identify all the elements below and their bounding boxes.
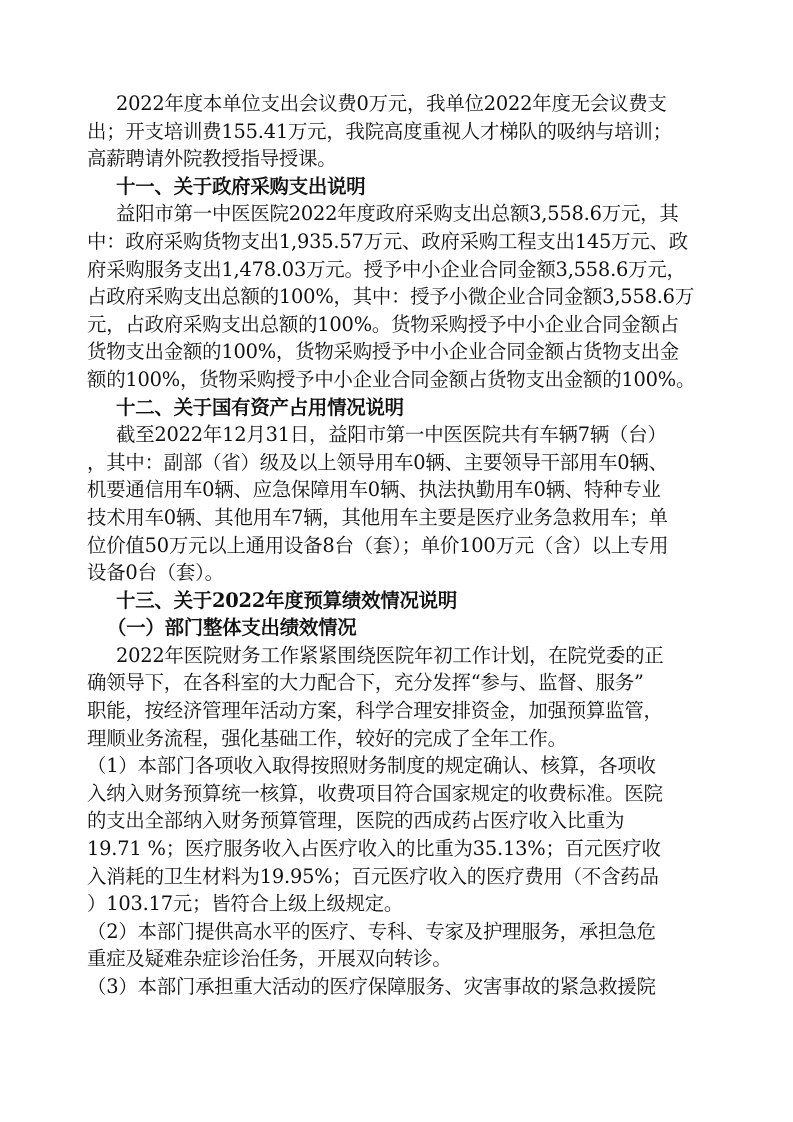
text-line: 2022年医院财务工作紧紧围绕医院年初工作计划，在院党委的正	[116, 643, 664, 667]
text-line: 2022年度本单位支出会议费0万元，我单位2022年度无会议费支	[116, 92, 667, 115]
text-line: 府采购服务支出1,478.03万元。授予中小企业合同金额3,558.6万元，	[87, 257, 686, 281]
text-line: ）103.17元；皆符合上级上级规定。	[87, 892, 404, 916]
text-line: 截至2022年12月31日，益阳市第一中医医院共有车辆7辆（台）	[116, 423, 667, 447]
text-line: 入纳入财务预算统一核算，收费项目符合国家规定的收费标准。医院	[87, 781, 663, 805]
text-line: 入消耗的卫生材料为19.95%；百元医疗收入的医疗费用（不含药品	[87, 864, 659, 888]
text-line: 职能，按经济管理年活动方案，科学合理安排资金，加强预算监管，	[87, 699, 663, 723]
text-line: 货物支出金额的100%，货物采购授予中小企业合同金额占货物支出金	[87, 340, 679, 364]
text-line: 的支出全部纳入财务预算管理，医院的西成药占医疗收入比重为	[87, 809, 625, 833]
section-heading: 十二、关于国有资产占用情况说明	[116, 395, 404, 419]
section-heading: 十三、关于2022年度预算绩效情况说明	[116, 588, 458, 612]
text-line: 技术用车0辆、其他用车7辆，其他用车主要是医疗业务急救用车；单	[87, 505, 668, 529]
text-line: （1）本部门各项收入取得按照财务制度的规定确认、核算，各项收	[87, 754, 656, 778]
text-line: 19.71 %；医疗服务收入占医疗收入的比重为35.13%；百元医疗收	[87, 837, 661, 861]
text-line: ，其中：副部（省）级及以上领导用车0辆、主要领导干部用车0辆、	[87, 450, 668, 474]
text-line: 高薪聘请外院教授指导授课。	[87, 147, 337, 171]
text-line: （3）本部门承担重大活动的医疗保障服务、灾害事故的紧急救援院	[87, 975, 656, 998]
text-line: 额的100%，货物采购授予中小企业合同金额占货物支出金额的100%。	[87, 367, 696, 391]
text-line: （2）本部门提供高水平的医疗、专科、专家及护理服务，承担急危	[87, 919, 656, 943]
text-line: 设备0台（套）。	[87, 561, 224, 585]
document-page	[87, 90, 727, 1001]
text-line: 益阳市第一中医医院2022年度政府采购支出总额3,558.6万元，其	[116, 202, 679, 226]
text-line: 中：政府采购货物支出1,935.57万元、政府采购工程支出145万元、政	[87, 229, 688, 253]
text-line: 位价值50万元以上通用设备8台（套）；单价100万元（含）以上专用	[87, 533, 669, 557]
section-heading: 十一、关于政府采购支出说明	[116, 174, 366, 198]
text-line: 重症及疑难杂症诊治任务，开展双向转诊。	[87, 947, 452, 971]
section-heading: （一）部门整体支出绩效情况	[107, 616, 357, 640]
text-line: 出；开支培训费155.41万元，我院高度重视人才梯队的吸纳与培训；	[87, 119, 672, 143]
text-line: 占政府采购支出总额的100%，其中：授予小微企业合同金额3,558.6万	[87, 285, 695, 309]
text-line: 确领导下，在各科室的大力配合下，充分发挥“参与、监督、服务”	[87, 671, 644, 695]
text-line: 机要通信用车0辆、应急保障用车0辆、执法执勤用车0辆、特种专业	[87, 478, 661, 502]
text-line: 理顺业务流程，强化基础工作，较好的完成了全年工作。	[87, 726, 567, 750]
text-line: 元，占政府采购支出总额的100%。货物采购授予中小企业合同金额占	[87, 312, 679, 336]
